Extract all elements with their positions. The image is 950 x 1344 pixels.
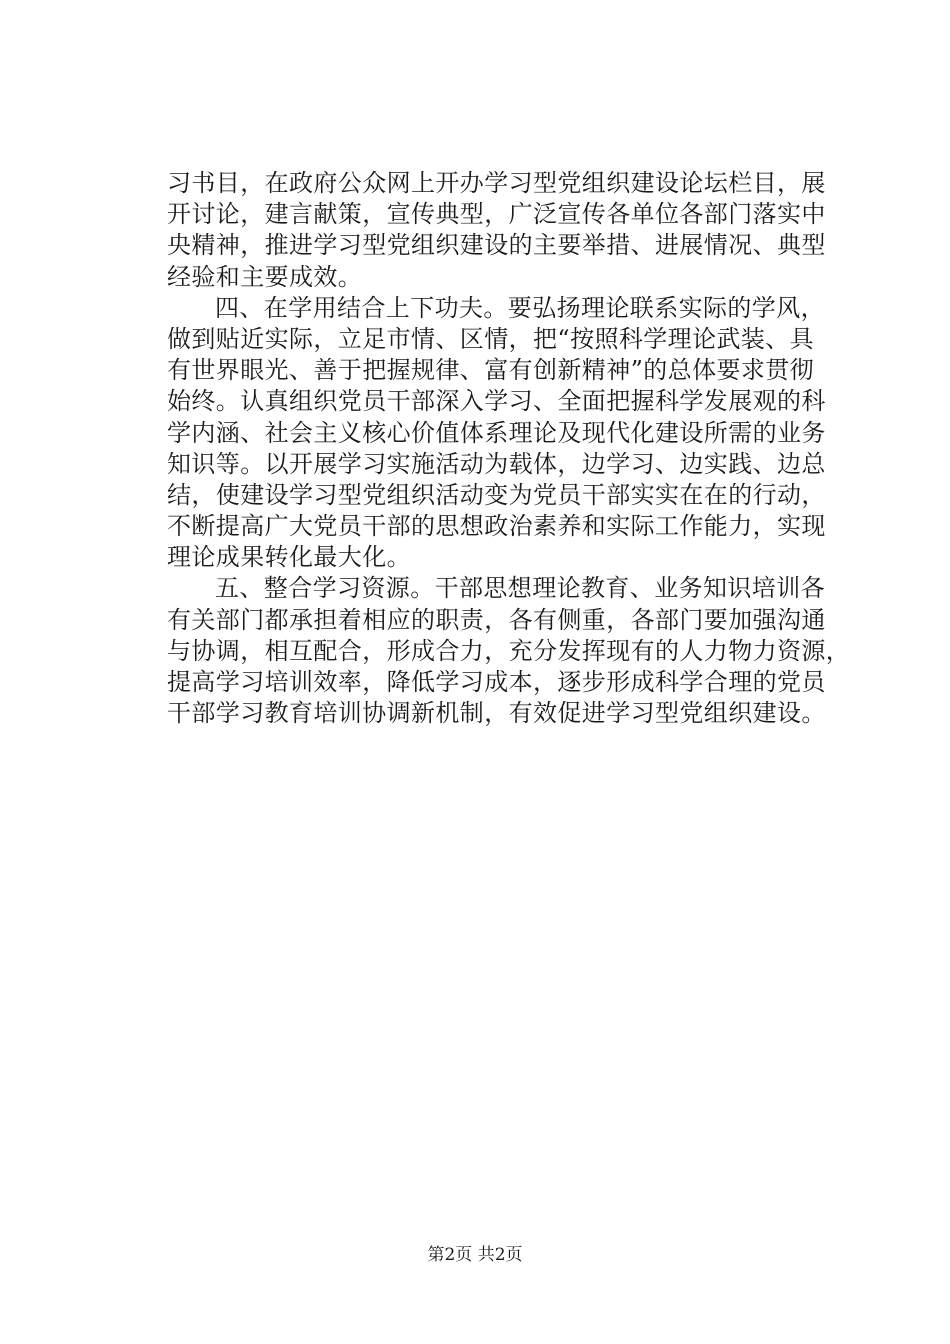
text-line: 五、整合学习资源。干部思想理论教育、业务知识培训各 <box>215 574 825 603</box>
text-line: 不断提高广大党员干部的思想政治素养和实际工作能力，实现 <box>167 512 826 541</box>
text-line: 与协调，相互配合，形成合力，充分发挥现有的人力物力资源， <box>167 636 851 665</box>
text-line: 始终。认真组织党员干部深入学习、全面把握科学发展观的科 <box>167 387 826 416</box>
text-line: 学内涵、社会主义核心价值体系理论及现代化建设所需的业务 <box>167 418 826 447</box>
text-line: 央精神，推进学习型党组织建设的主要举措、进展情况、典型 <box>167 231 826 260</box>
text-line: 四、在学用结合上下功夫。要弘扬理论联系实际的学风， <box>215 293 825 322</box>
paragraph-3 <box>167 573 851 729</box>
text-line: 提高学习培训效率，降低学习成本，逐步形成科学合理的党员 <box>167 668 826 696</box>
text-line: 结，使建设学习型党组织活动变为党员干部实实在在的行动， <box>167 480 826 509</box>
text-line: 干部学习教育培训协调新机制，有效促进学习型党组织建设。 <box>167 699 826 728</box>
text-line: 知识等。以开展学习实施活动为载体，边学习、边实践、边总 <box>167 449 826 478</box>
text-line: 做到贴近实际，立足市情、区情，把“按照科学理论武装、具 <box>167 324 815 353</box>
paragraph-1 <box>167 168 826 293</box>
text-line: 有世界眼光、善于把握规律、富有创新精神”的总体要求贯彻 <box>167 356 815 385</box>
page-number-label: 第2页 共2页 <box>427 1245 523 1265</box>
text-line: 开讨论，建言献策，宣传典型，广泛宣传各单位各部门落实中 <box>167 200 826 229</box>
text-line: 有关部门都承担着相应的职责，各有侧重，各部门要加强沟通 <box>167 605 826 634</box>
text-line: 习书目，在政府公众网上开办学习型党组织建设论坛栏目，展 <box>167 169 826 197</box>
page-footer <box>0 1244 950 1266</box>
document-body <box>167 168 851 729</box>
text-line: 经验和主要成效。 <box>167 262 363 291</box>
paragraph-2 <box>167 293 826 574</box>
text-line: 理论成果转化最大化。 <box>167 543 411 572</box>
